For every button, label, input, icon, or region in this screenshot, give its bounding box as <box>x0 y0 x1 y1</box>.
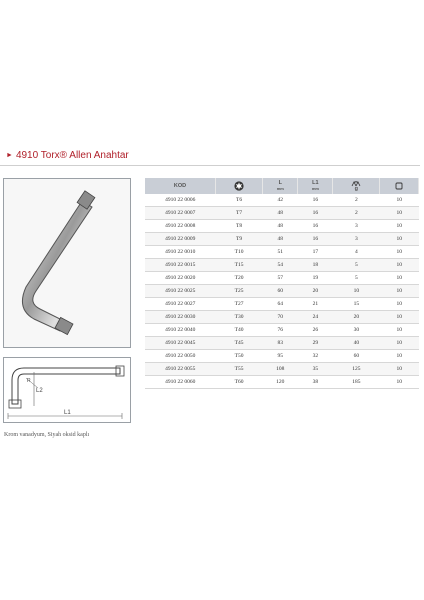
pack-cell: 10 <box>380 324 419 337</box>
pack-cell: 10 <box>380 363 419 376</box>
col-size <box>216 178 263 194</box>
spec-table <box>145 178 419 389</box>
kod-cell: 4910 22 0006 <box>145 194 216 207</box>
size-cell: T20 <box>216 272 263 285</box>
l-cell: 76 <box>263 324 298 337</box>
weight-cell: 30 <box>333 324 380 337</box>
pack-cell: 10 <box>380 259 419 272</box>
size-cell: T9 <box>216 233 263 246</box>
l-cell: 54 <box>263 259 298 272</box>
weight-cell: 2 <box>333 194 380 207</box>
kod-cell: 4910 22 0025 <box>145 285 216 298</box>
table-row <box>145 272 419 285</box>
table-row <box>145 285 419 298</box>
l1-cell: 32 <box>298 350 333 363</box>
kod-cell: 4910 22 0055 <box>145 363 216 376</box>
pack-cell: 10 <box>380 233 419 246</box>
kod-cell: 4910 22 0040 <box>145 324 216 337</box>
table-header-row <box>145 178 419 194</box>
kod-cell: 4910 22 0008 <box>145 220 216 233</box>
l1-cell: 29 <box>298 337 333 350</box>
weight-cell: 4 <box>333 246 380 259</box>
l1-header: L1 <box>312 180 319 187</box>
l-cell: 48 <box>263 207 298 220</box>
title-divider <box>0 165 420 166</box>
pack-cell: 10 <box>380 246 419 259</box>
box-icon <box>395 182 403 190</box>
l1-cell: 19 <box>298 272 333 285</box>
size-cell: T55 <box>216 363 263 376</box>
col-kod <box>145 178 216 194</box>
size-cell: T15 <box>216 259 263 272</box>
kod-header: KOD <box>173 183 187 189</box>
pack-cell: 10 <box>380 350 419 363</box>
l-cell: 51 <box>263 246 298 259</box>
table-row <box>145 246 419 259</box>
l1-cell: 20 <box>298 285 333 298</box>
l-cell: 120 <box>263 376 298 389</box>
l-header: L <box>278 180 282 187</box>
weight-cell: 20 <box>333 311 380 324</box>
kod-cell: 4910 22 0027 <box>145 298 216 311</box>
weight-cell: 60 <box>333 350 380 363</box>
weight-cell: 5 <box>333 272 380 285</box>
l-unit: mm <box>276 185 284 191</box>
l-cell: 48 <box>263 220 298 233</box>
table-row <box>145 337 419 350</box>
size-cell: T50 <box>216 350 263 363</box>
col-weight <box>333 178 380 194</box>
l1-label: L1 <box>64 410 71 416</box>
page-title: 4910 Torx® Allen Anahtar <box>15 150 129 161</box>
product-photo <box>3 178 131 348</box>
size-cell: T7 <box>216 207 263 220</box>
technical-drawing <box>3 357 131 423</box>
weight-cell: 40 <box>333 337 380 350</box>
kod-cell: 4910 22 0045 <box>145 337 216 350</box>
table-row <box>145 233 419 246</box>
weight-cell: 5 <box>333 259 380 272</box>
kod-cell: 4910 22 0007 <box>145 207 216 220</box>
l-cell: 108 <box>263 363 298 376</box>
l1-cell: 18 <box>298 259 333 272</box>
l-cell: 48 <box>263 233 298 246</box>
kod-cell: 4910 22 0050 <box>145 350 216 363</box>
weight-cell: 125 <box>333 363 380 376</box>
weight-cell: 3 <box>333 233 380 246</box>
radius-label: R <box>27 378 31 384</box>
size-cell: T30 <box>216 311 263 324</box>
size-cell: T40 <box>216 324 263 337</box>
kod-cell: 4910 22 0009 <box>145 233 216 246</box>
kod-cell: 4910 22 0015 <box>145 259 216 272</box>
size-cell: T8 <box>216 220 263 233</box>
l1-cell: 16 <box>298 233 333 246</box>
weight-cell: 2 <box>333 207 380 220</box>
kod-cell: 4910 22 0060 <box>145 376 216 389</box>
l-cell: 95 <box>263 350 298 363</box>
table-body <box>145 194 419 389</box>
table-row <box>145 363 419 376</box>
pack-cell: 10 <box>380 311 419 324</box>
table-row <box>145 298 419 311</box>
kod-cell: 4910 22 0020 <box>145 272 216 285</box>
page-title-row <box>6 150 129 161</box>
kod-cell: 4910 22 0010 <box>145 246 216 259</box>
hex-key-image <box>4 179 130 347</box>
pack-cell: 10 <box>380 194 419 207</box>
l1-cell: 26 <box>298 324 333 337</box>
arrow-icon: ► <box>6 152 13 159</box>
pack-cell: 10 <box>380 298 419 311</box>
l-cell: 42 <box>263 194 298 207</box>
weight-cell: 15 <box>333 298 380 311</box>
l-cell: 83 <box>263 337 298 350</box>
table-row <box>145 324 419 337</box>
size-cell: T60 <box>216 376 263 389</box>
l1-cell: 17 <box>298 246 333 259</box>
table-row <box>145 220 419 233</box>
size-cell: T10 <box>216 246 263 259</box>
l-cell: 57 <box>263 272 298 285</box>
l1-cell: 16 <box>298 220 333 233</box>
pack-cell: 10 <box>380 285 419 298</box>
col-pack <box>380 178 419 194</box>
l1-cell: 16 <box>298 207 333 220</box>
weight-cell: 3 <box>333 220 380 233</box>
l1-cell: 35 <box>298 363 333 376</box>
torx-star-icon <box>234 181 244 191</box>
l1-cell: 24 <box>298 311 333 324</box>
table-row <box>145 350 419 363</box>
table-row <box>145 259 419 272</box>
l-cell: 70 <box>263 311 298 324</box>
size-cell: T6 <box>216 194 263 207</box>
weight-cell: 10 <box>333 285 380 298</box>
l1-cell: 21 <box>298 298 333 311</box>
weight-unit: g <box>354 185 359 192</box>
table-row <box>145 207 419 220</box>
l1-cell: 38 <box>298 376 333 389</box>
l-cell: 64 <box>263 298 298 311</box>
l2-label: L2 <box>36 388 43 394</box>
l-cell: 60 <box>263 285 298 298</box>
table-row <box>145 311 419 324</box>
material-note: Krom vanadyum, Siyah oksid kaplı <box>4 432 90 438</box>
table-row <box>145 194 419 207</box>
weight-cell: 185 <box>333 376 380 389</box>
size-cell: T25 <box>216 285 263 298</box>
pack-cell: 10 <box>380 272 419 285</box>
l1-cell: 16 <box>298 194 333 207</box>
pack-cell: 10 <box>380 207 419 220</box>
size-cell: T27 <box>216 298 263 311</box>
dimension-drawing <box>4 358 130 422</box>
table-row <box>145 376 419 389</box>
l1-unit: mm <box>311 185 319 191</box>
kod-cell: 4910 22 0030 <box>145 311 216 324</box>
pack-cell: 10 <box>380 337 419 350</box>
col-l <box>263 178 298 194</box>
pack-cell: 10 <box>380 376 419 389</box>
size-cell: T45 <box>216 337 263 350</box>
pack-cell: 10 <box>380 220 419 233</box>
col-l1 <box>298 178 333 194</box>
